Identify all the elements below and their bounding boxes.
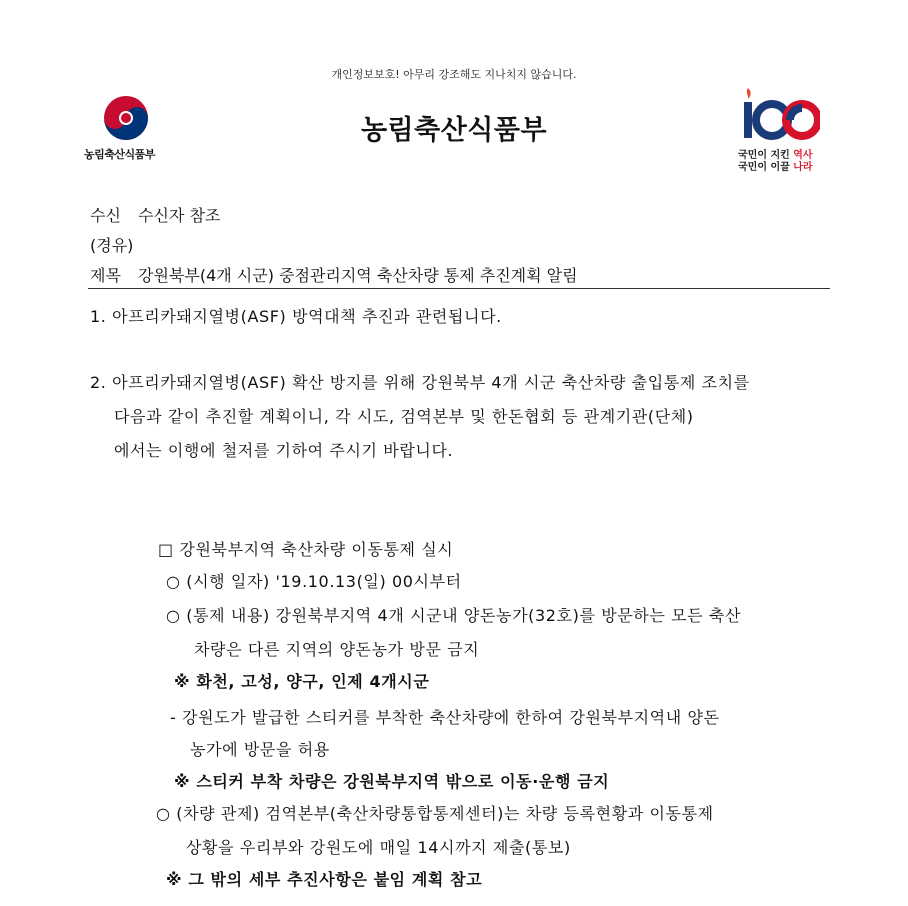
note-3: ※ 그 밖의 세부 추진사항은 붙임 계획 참고 <box>166 870 483 889</box>
dash-1-line-1: - 강원도가 발급한 스티커를 부착한 축산차량에 한하여 강원북부지역내 양돈 <box>170 708 720 727</box>
item-1: ○ (시행 일자) '19.10.13(일) 00시부터 <box>166 572 462 591</box>
anniversary-logo <box>736 84 828 174</box>
privacy-notice: 개인정보보호! 아무리 강조해도 지나치지 않습니다. <box>331 68 577 81</box>
item-2-line-2: 차량은 다른 지역의 양돈농가 방문 금지 <box>194 640 480 659</box>
logo-right-caption: 국민이 지킨 역사 국민이 이끌 나라 <box>738 150 813 173</box>
recipient-line <box>90 203 220 226</box>
recipient-label: 수신 <box>90 206 121 225</box>
item-3-line-2: 상황을 우리부와 강원도에 매일 14시까지 제출(통보) <box>186 838 571 857</box>
dash-1-line-2: 농가에 방문을 허용 <box>190 740 330 759</box>
subject-value: 강원북부(4개 시군) 중점관리지역 축산차량 통제 추진계획 알림 <box>138 266 578 285</box>
subject-line <box>90 263 578 286</box>
subject-label: 제목 <box>90 266 121 285</box>
paragraph-1: 1. 아프리카돼지열병(ASF) 방역대책 추진과 관련됩니다. <box>90 307 502 326</box>
recipient-value: 수신자 참조 <box>138 206 221 225</box>
100-anniversary-emblem-icon <box>736 84 820 144</box>
section-title: □ 강원북부지역 축산차량 이동통제 실시 <box>158 540 454 559</box>
note-1: ※ 화천, 고성, 양구, 인제 4개시군 <box>174 672 430 691</box>
paragraph-2-line-3: 에서는 이행에 철저를 기하여 주시기 바랍니다. <box>114 441 454 460</box>
item-2-line-1: ○ (통제 내용) 강원북부지역 4개 시군내 양돈농가(32호)를 방문하는 모든 축산 <box>166 606 742 625</box>
document-title: 농림축산식품부 <box>360 115 548 146</box>
header-divider <box>88 288 830 289</box>
paragraph-2-line-2: 다음과 같이 추진할 계획이니, 각 시도, 검역본부 및 한돈협회 등 관계기관(단체) <box>114 407 694 426</box>
note-2: ※ 스티커 부착 차량은 강원북부지역 밖으로 이동·운행 금지 <box>174 772 610 791</box>
via-line: (경유) <box>90 236 134 255</box>
item-3-line-1: ○ (차량 관제) 검역본부(축산차량통합통제센터)는 차량 등록현황과 이동통제 <box>156 804 714 823</box>
logo-left-caption: 농림축산식품부 <box>84 148 155 161</box>
paragraph-2-line-1: 2. 아프리카돼지열병(ASF) 확산 방지를 위해 강원북부 4개 시군 축산차량 출입통제 조치를 <box>90 373 750 392</box>
